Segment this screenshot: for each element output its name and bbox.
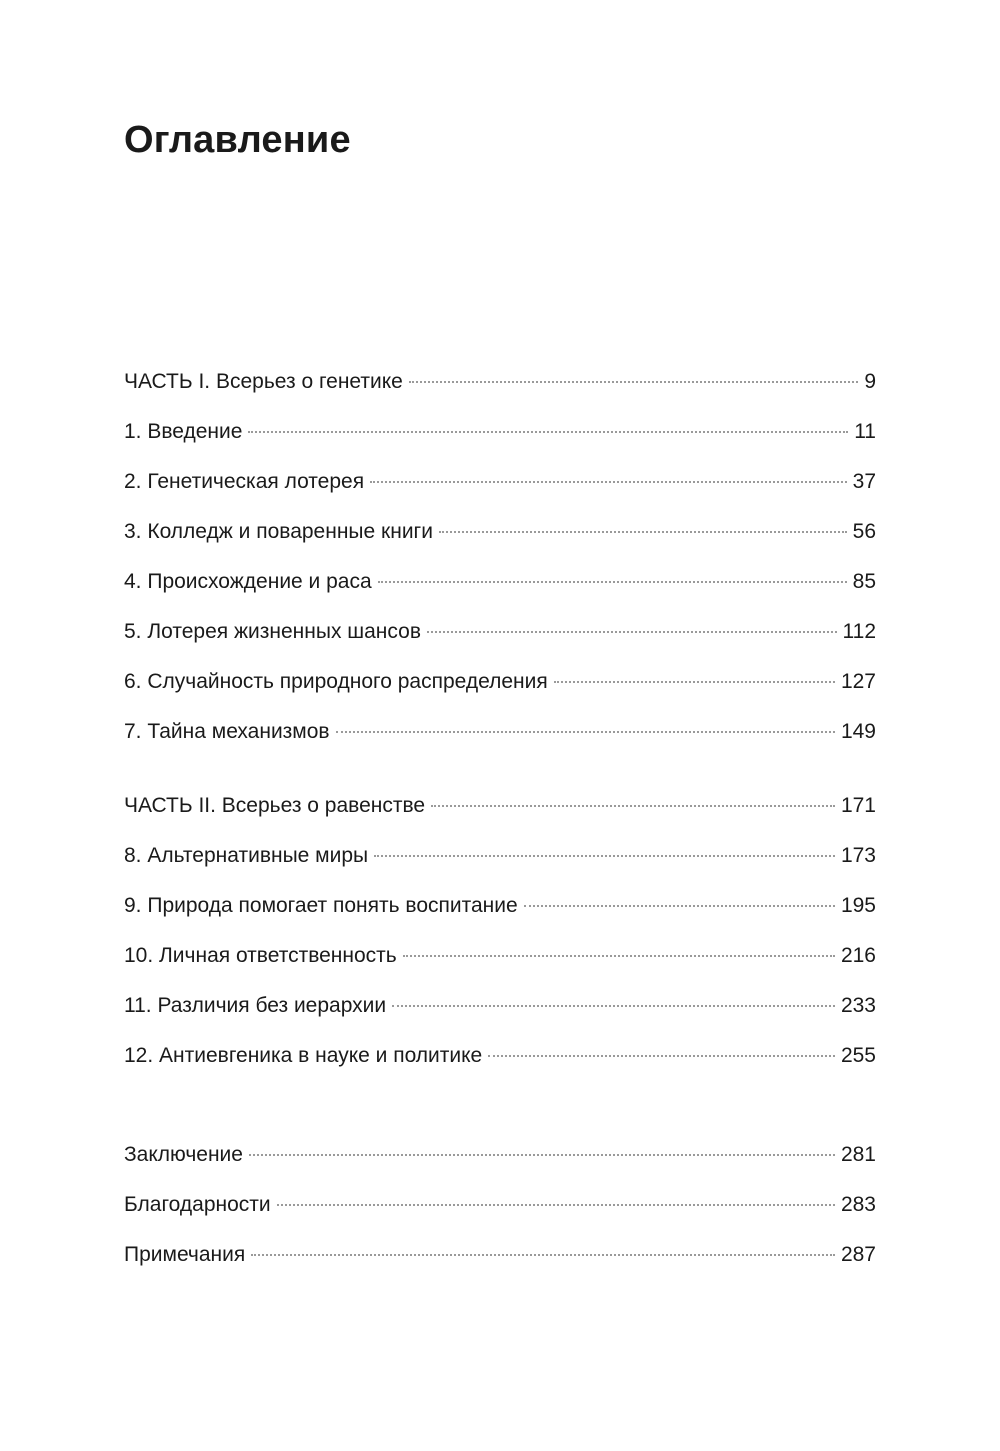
dot-leader [248, 431, 848, 433]
dot-leader [370, 481, 847, 483]
toc-entry-notes[interactable] [124, 1240, 876, 1290]
dot-leader [488, 1055, 835, 1057]
toc-entry-chapter-2[interactable] [124, 467, 876, 517]
toc-entry-page: 112 [842, 620, 876, 643]
dot-leader [439, 531, 847, 533]
dot-leader [431, 805, 835, 807]
toc-entry-label: 7. Тайна механизмов [124, 720, 330, 743]
toc-entry-chapter-7[interactable] [124, 717, 876, 767]
toc-entry-chapter-1[interactable] [124, 417, 876, 467]
toc-part-1 [124, 367, 876, 767]
toc-entry-page: 127 [840, 670, 876, 693]
toc-entry-label: Благодарности [124, 1193, 271, 1216]
toc-back-matter [124, 1140, 876, 1290]
toc-entry-page: 37 [852, 470, 876, 493]
dot-leader [427, 631, 837, 633]
toc-entry-page: 216 [840, 944, 876, 967]
dot-leader [409, 381, 858, 383]
toc-entry-page: 233 [840, 994, 876, 1017]
dot-leader [392, 1005, 835, 1007]
toc-entry-label: 3. Колледж и поваренные книги [124, 520, 433, 543]
toc-entry-chapter-4[interactable] [124, 567, 876, 617]
toc-entry-page: 195 [840, 894, 876, 917]
toc-entry-label: 1. Введение [124, 420, 243, 443]
toc-entry-label: 11. Различия без иерархии [124, 994, 387, 1017]
dot-leader [403, 955, 835, 957]
toc-entry-label: 10. Личная ответственность [124, 944, 397, 967]
dot-leader [249, 1154, 835, 1156]
toc-entry-label: Примечания [124, 1243, 246, 1266]
toc-entry-label: Заключение [124, 1143, 243, 1166]
dot-leader [277, 1204, 835, 1206]
toc-entry-page: 173 [840, 844, 876, 867]
toc-entry-label: 8. Альтернативные миры [124, 844, 369, 867]
toc-entry-conclusion[interactable] [124, 1140, 876, 1190]
toc-entry-page: 255 [840, 1044, 876, 1067]
toc-entry-part-2[interactable] [124, 791, 876, 841]
toc-entry-page: 85 [852, 570, 876, 593]
toc-entry-chapter-8[interactable] [124, 841, 876, 891]
toc-entry-label: 4. Происхождение и раса [124, 570, 372, 593]
dot-leader [336, 731, 835, 733]
toc-entry-page: 11 [854, 420, 876, 443]
toc-entry-chapter-3[interactable] [124, 517, 876, 567]
toc-entry-chapter-5[interactable] [124, 617, 876, 667]
dot-leader [524, 905, 835, 907]
toc-entry-label: ЧАСТЬ I. Всерьез о генетике [124, 370, 403, 393]
page-title: Оглавление [124, 119, 351, 161]
dot-leader [251, 1254, 835, 1256]
toc-entry-page: 149 [840, 720, 876, 743]
toc-entry-chapter-6[interactable] [124, 667, 876, 717]
toc-entry-label: ЧАСТЬ II. Всерьез о равенстве [124, 794, 426, 817]
toc-entry-part-1[interactable] [124, 367, 876, 417]
toc-entry-chapter-9[interactable] [124, 891, 876, 941]
toc-entry-chapter-12[interactable] [124, 1041, 876, 1091]
toc-entry-label: 12. Антиевгеника в науке и политике [124, 1044, 483, 1067]
toc-entry-label: 2. Генетическая лотерея [124, 470, 365, 493]
toc-entry-page: 9 [864, 370, 876, 393]
toc-part-2 [124, 791, 876, 1091]
toc-entry-label: 6. Случайность природного распределения [124, 670, 548, 693]
toc-entry-acknowledgements[interactable] [124, 1190, 876, 1240]
toc-entry-page: 56 [852, 520, 876, 543]
dot-leader [378, 581, 847, 583]
toc-entry-page: 171 [840, 794, 876, 817]
toc-entry-page: 283 [840, 1193, 876, 1216]
toc-entry-chapter-10[interactable] [124, 941, 876, 991]
toc-entry-label: 5. Лотерея жизненных шансов [124, 620, 421, 643]
dot-leader [374, 855, 835, 857]
toc-entry-page: 281 [840, 1143, 876, 1166]
toc-entry-label: 9. Природа помогает понять воспитание [124, 894, 518, 917]
dot-leader [554, 681, 835, 683]
toc-entry-page: 287 [840, 1243, 876, 1266]
toc-entry-chapter-11[interactable] [124, 991, 876, 1041]
